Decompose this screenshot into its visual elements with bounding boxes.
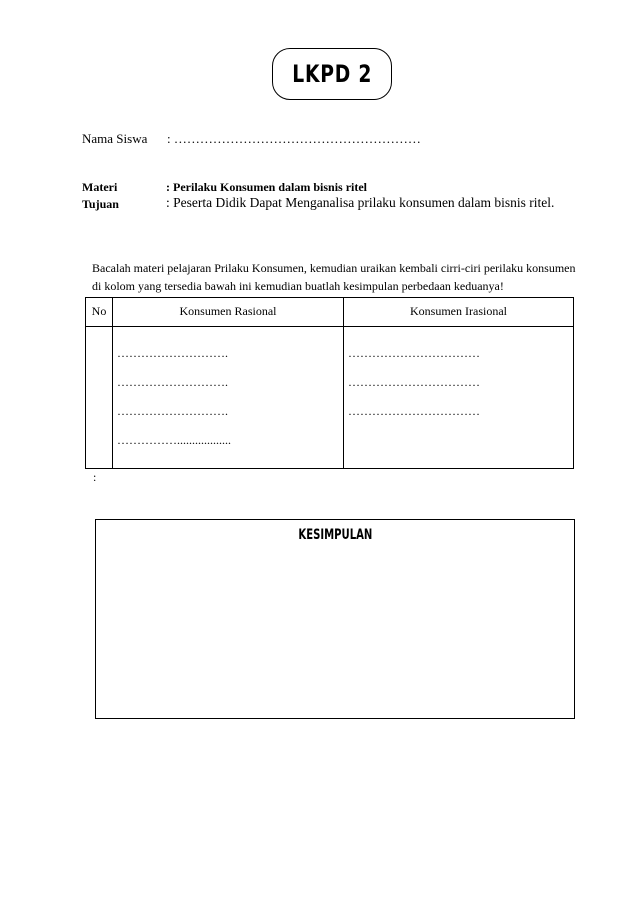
header-irasional: Konsumen Irasional: [344, 298, 574, 327]
stray-colon: :: [93, 470, 97, 484]
nama-siswa-label: Nama Siswa: [82, 131, 148, 146]
irasional-item: ……………………………: [348, 375, 480, 389]
kesimpulan-box[interactable]: [95, 519, 575, 719]
irasional-item: ……………………………: [348, 404, 480, 418]
no-cell: [86, 327, 113, 469]
irasional-item: ……………………………: [348, 346, 480, 360]
irasional-cell[interactable]: [344, 327, 574, 469]
comparison-table: [85, 297, 574, 469]
tujuan-label: Tujuan: [82, 197, 119, 211]
materi-value: : Perilaku Konsumen dalam bisnis ritel: [166, 180, 368, 194]
header-rasional: Konsumen Rasional: [113, 298, 344, 327]
rasional-item: ……………………….: [117, 375, 228, 389]
table-body-row: [86, 327, 574, 469]
kesimpulan-title: KESIMPULAN: [298, 527, 372, 543]
header-no: No: [86, 298, 113, 327]
rasional-item: ……………………….: [117, 346, 228, 360]
materi-label: Materi: [82, 180, 118, 194]
title-badge: [272, 48, 392, 100]
instruction-line-1: Bacalah materi pelajaran Prilaku Konsumen, kemudian uraikan kembali cirri-ciri perilaku konsumen: [92, 261, 576, 275]
tujuan-value: : Peserta Didik Dapat Menganalisa prilaku konsumen dalam bisnis ritel.: [166, 195, 555, 210]
instruction-line-2: di kolom yang tersedia bawah ini kemudian buatlah kesimpulan perbedaan keduanya!: [92, 279, 504, 293]
page-title: LKPD 2: [292, 60, 372, 88]
rasional-cell[interactable]: [113, 327, 344, 469]
table-header-row: [86, 298, 574, 327]
rasional-item: ……………………….: [117, 404, 228, 418]
rasional-item: ……………..................: [117, 433, 231, 447]
nama-siswa-field[interactable]: : …………………………………………………: [167, 131, 421, 146]
